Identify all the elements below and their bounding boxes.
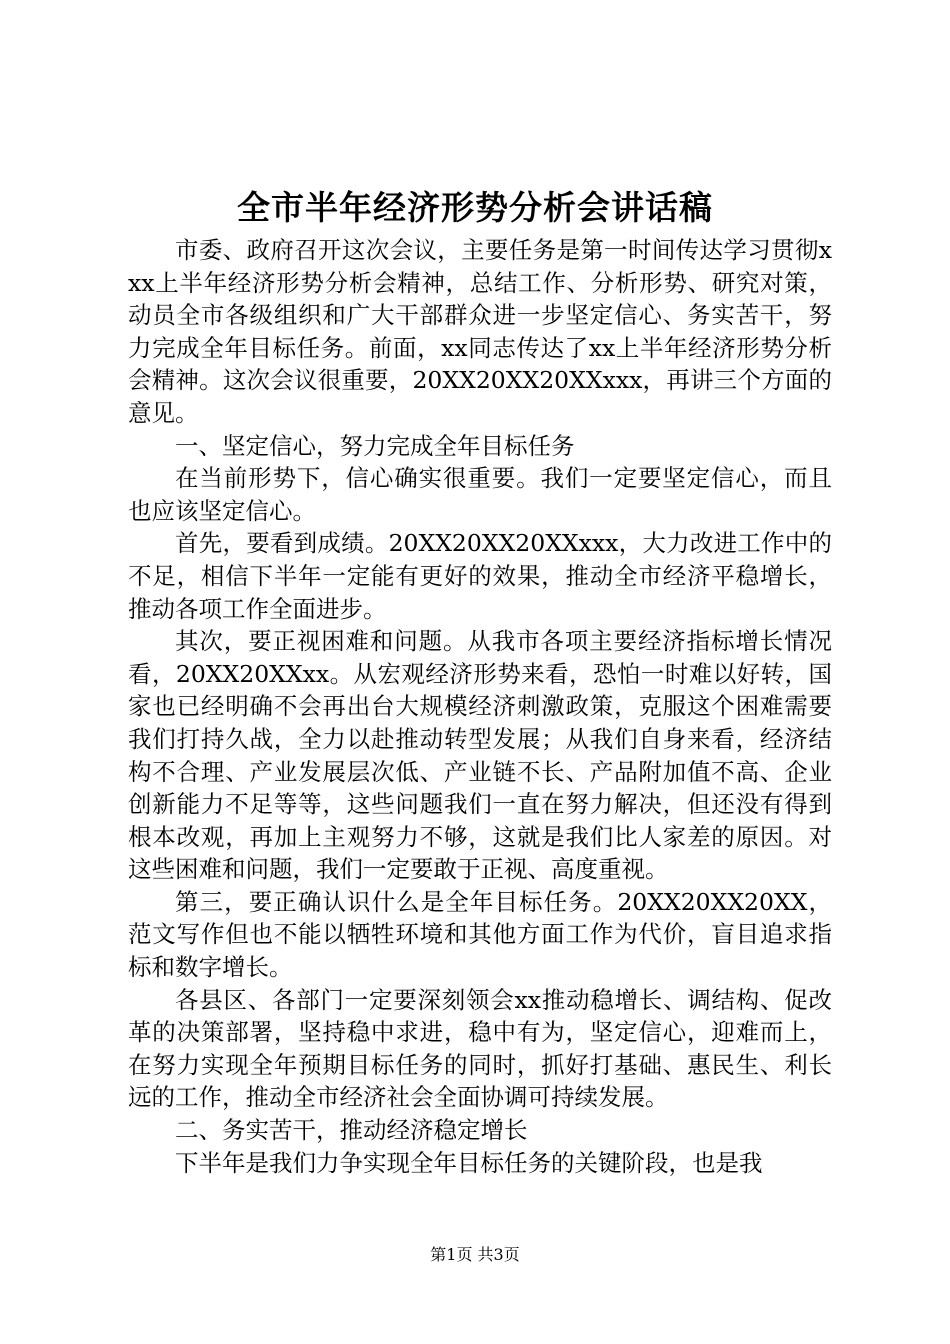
- section-heading-2: 二、务实苦干，推动经济稳定增长: [175, 1116, 528, 1145]
- document-title: 全市半年经济形势分析会讲话稿: [237, 188, 713, 227]
- page-footer: [0, 1244, 950, 1266]
- document-body: [128, 234, 832, 1179]
- paragraph-second-half: 下半年是我们力争实现全年目标任务的关键阶段，也是我: [175, 1148, 763, 1177]
- paragraph-intro: 市委、政府召开这次会议，主要任务是第一时间传达学习贯彻xxx上半年经济形势分析会精神，总结工作、分析形势、研究对策，动员全市各级组织和广大干部群众进一步坚定信心、务实苦干，努力完成全年目标任务。前面，xx同志传达了xx上半年经济形势分析会精神。这次会议很重要，20XX20XX20XXxxx，再讲三个方面的意见。: [128, 236, 832, 427]
- section-heading-1: 一、坚定信心，努力完成全年目标任务: [175, 431, 575, 460]
- page-indicator: 第1页 共3页: [430, 1245, 520, 1264]
- paragraph-third: 第三，要正确认识什么是全年目标任务。20XX20XX20XX，范文写作但也不能以牺牲环境和其他方面工作为代价，盲目追求指标和数字增长。: [128, 887, 832, 982]
- paragraph-second: 其次，要正视困难和问题。从我市各项主要经济指标增长情况看，20XX20XXxx。从宏观经济形势来看，恐怕一时难以好转，国家也已经明确不会再出台大规模经济刺激政策，克服这个困难需要我们打持久战，全力以赴推动转型发展；从我们自身来看，经济结构不合理、产业发展层次低、产业链不长、产品附加值不高、企业创新能力不足等等，这些问题我们一直在努力解决，但还没有得到根本改观，再加上主观努力不够，这就是我们比人家差的原因。对这些困难和问题，我们一定要敢于正视、高度重视。: [128, 627, 832, 884]
- paragraph-departments: 各县区、各部门一定要深刻领会xx推动稳增长、调结构、促改革的决策部署，坚持稳中求进，稳中有为，坚定信心，迎难而上，在努力实现全年预期目标任务的同时，抓好打基础、惠民生、利长远的工作，推动全市经济社会全面协调可持续发展。: [128, 985, 832, 1112]
- paragraph-first: 首先，要看到成绩。20XX20XX20XXxxx，大力改进工作中的不足，相信下半年一定能有更好的效果，推动全市经济平稳增长，推动各项工作全面进步。: [128, 529, 832, 623]
- paragraph-confidence: 在当前形势下，信心确实很重要。我们一定要坚定信心，而且也应该坚定信心。: [128, 464, 832, 525]
